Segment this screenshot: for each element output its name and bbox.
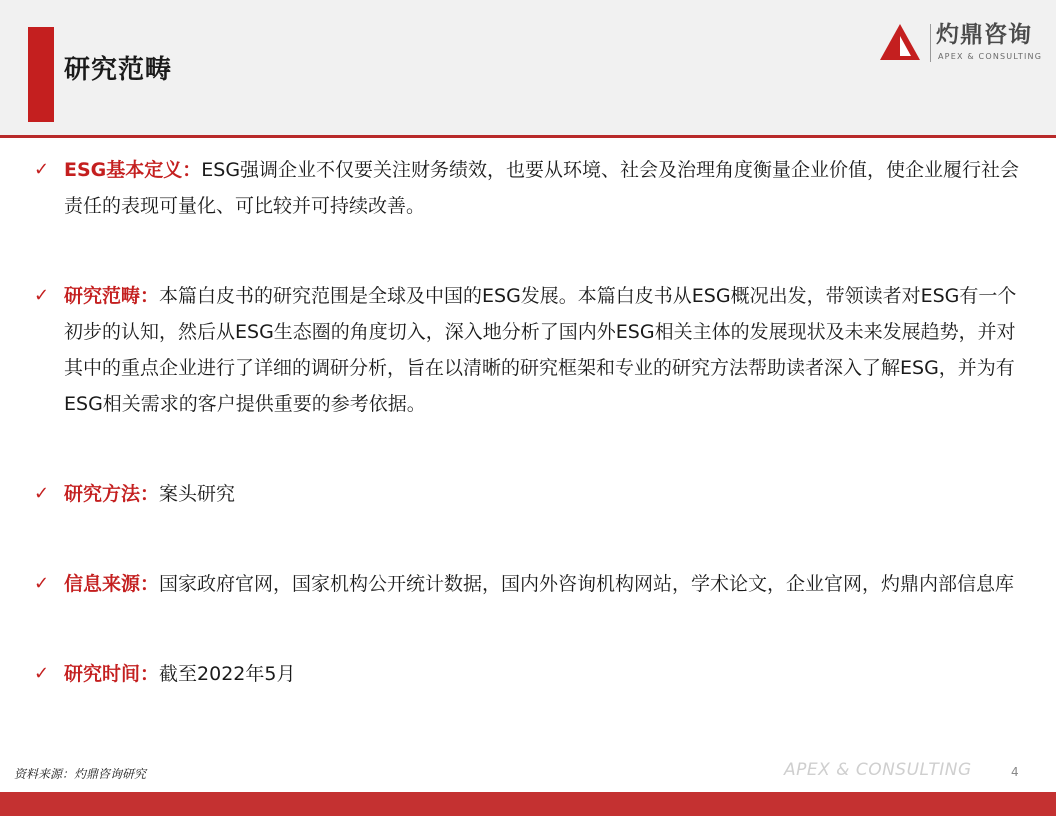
checkmark-icon: ✓ bbox=[34, 483, 50, 504]
company-logo bbox=[878, 20, 1048, 66]
item-label: ESG基本定义： bbox=[64, 159, 202, 181]
footer-watermark: APEX & CONSULTING bbox=[784, 760, 972, 780]
checkmark-icon: ✓ bbox=[34, 159, 50, 180]
item-text: 截至2022年5月 bbox=[159, 663, 296, 685]
item-text: 本篇白皮书的研究范围是全球及中国的ESG发展。本篇白皮书从ESG概况出发，带领读者对ESG有一个初步的认知，然后从ESG生态圈的角度切入，深入地分析了国内外ESG相关主体的发展现状及未来发展趋势，并对其中的重点企业进行了详细的调研分析，旨在以清晰的研究框架和专业的研究方法帮助读者深入了解ESG，并为有ESG相关需求的客户提供重要的参考依据。 bbox=[64, 285, 1017, 415]
checkmark-icon: ✓ bbox=[34, 285, 50, 306]
header-divider bbox=[0, 135, 1056, 138]
item-text: 案头研究 bbox=[159, 483, 236, 505]
item-label: 研究方法： bbox=[64, 483, 160, 505]
title-accent-bar bbox=[28, 27, 54, 122]
item-text: ESG强调企业不仅要关注财务绩效，也要从环境、社会及治理角度衡量企业价值，使企业履行社会责任的表现可量化、可比较并可持续改善。 bbox=[64, 159, 1020, 217]
page-title: 研究范畴 bbox=[64, 55, 173, 85]
list-item bbox=[34, 152, 1024, 224]
item-label: 信息来源： bbox=[64, 573, 160, 595]
logo-name: 灼鼎咨询 bbox=[936, 22, 1032, 48]
item-label: 研究时间： bbox=[64, 663, 160, 685]
checkmark-icon: ✓ bbox=[34, 663, 50, 684]
list-item bbox=[34, 566, 1024, 602]
page-number: 4 bbox=[1011, 765, 1019, 779]
item-text: 国家政府官网，国家机构公开统计数据，国内外咨询机构网站，学术论文，企业官网，灼鼎内部信息库 bbox=[159, 573, 1015, 595]
item-label: 研究范畴： bbox=[64, 285, 160, 307]
list-item bbox=[34, 278, 1024, 422]
checkmark-icon: ✓ bbox=[34, 573, 50, 594]
footer-bar bbox=[0, 792, 1056, 816]
list-item bbox=[34, 476, 1024, 512]
list-item bbox=[34, 656, 1024, 692]
content-list bbox=[34, 152, 1024, 692]
source-note: 资料来源：灼鼎咨询研究 bbox=[14, 767, 147, 781]
logo-subtitle: APEX & CONSULTING bbox=[938, 52, 1043, 61]
logo-triangle-icon bbox=[878, 22, 922, 62]
logo-divider bbox=[930, 24, 931, 62]
